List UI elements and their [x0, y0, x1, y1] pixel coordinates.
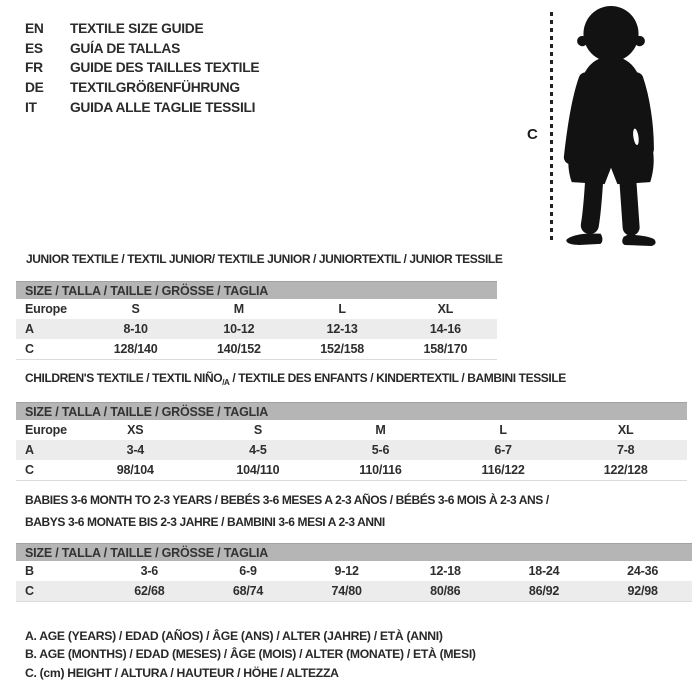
lang-title: GUIDE DES TAILLES TEXTILE	[70, 60, 260, 76]
lang-title: TEXTILGRÖßENFÜHRUNG	[70, 80, 240, 96]
children-title-post: / TEXTILE DES ENFANTS / KINDERTEXTIL / BAMBINI TESSILE	[229, 371, 566, 385]
lang-title: GUIDA ALLE TAGLIE TESSILI	[70, 99, 256, 115]
row-label: Europe	[25, 302, 67, 316]
cell: 6-9	[239, 564, 257, 578]
babies-title-line2: BABYS 3-6 MONATE BIS 2-3 JAHRE / BAMBINI 3-6 MESI A 2-3 ANNI	[25, 514, 385, 529]
lang-code: FR	[25, 60, 43, 76]
table-row	[16, 440, 687, 460]
cell: L	[499, 423, 507, 437]
row-label: Europe	[25, 423, 67, 437]
cell: 6-7	[442, 440, 565, 460]
cell: 8-10	[84, 319, 187, 339]
cell: XS	[127, 423, 144, 437]
cell: 9-12	[334, 564, 359, 578]
cell: 18-24	[528, 564, 560, 578]
lang-code: DE	[25, 80, 44, 96]
cell: 86/92	[495, 581, 594, 602]
cell: 104/110	[236, 463, 280, 477]
cell: 4-5	[197, 440, 320, 460]
size-header: SIZE / TALLA / TAILLE / GRÖSSE / TAGLIA	[16, 544, 692, 562]
row-label: C	[25, 463, 34, 477]
cell: 12-18	[429, 564, 461, 578]
cell: 62/68	[100, 581, 199, 602]
cell: 140/152	[216, 342, 261, 356]
cell: 92/98	[593, 581, 692, 602]
table-row	[16, 299, 497, 319]
cell: 110/116	[359, 463, 402, 477]
row-label: A	[16, 319, 84, 339]
junior-size-table	[16, 281, 497, 360]
size-header: SIZE / TALLA / TAILLE / GRÖSSE / TAGLIA	[16, 403, 687, 421]
children-size-table	[16, 402, 687, 481]
cell: 158/170	[423, 342, 468, 356]
lang-code: EN	[25, 21, 44, 36]
cell: 14-16	[394, 319, 497, 339]
note-line-a: A. AGE (YEARS) / EDAD (AÑOS) / ÂGE (ANS) / ALTER (JAHRE) / ETÀ (ANNI)	[25, 629, 443, 643]
table-row	[16, 581, 692, 602]
size-header: SIZE / TALLA / TAILLE / GRÖSSE / TAGLIA	[16, 282, 497, 300]
legend-notes	[25, 627, 476, 682]
cell: 68/74	[199, 581, 298, 602]
row-label: C	[16, 581, 100, 602]
children-title-sub: /A	[222, 378, 230, 387]
cell: L	[338, 302, 346, 316]
cell: XL	[437, 302, 454, 316]
cell: 10-12	[187, 319, 290, 339]
cell: M	[375, 423, 386, 437]
children-section-title	[25, 371, 566, 387]
lang-title: GUÍA DE TALLAS	[70, 40, 181, 56]
cell: 74/80	[297, 581, 396, 602]
cell: 7-8	[564, 440, 687, 460]
cell: 3-4	[74, 440, 197, 460]
table-row	[16, 420, 687, 440]
children-title-pre: CHILDREN'S TEXTILE / TEXTIL NIÑO	[25, 371, 223, 385]
junior-section-title: JUNIOR TEXTILE / TEXTIL JUNIOR/ TEXTILE JUNIOR / JUNIORTEXTIL / JUNIOR TESSILE	[26, 252, 503, 266]
row-label: A	[16, 440, 74, 460]
note-line-b: B. AGE (MONTHS) / EDAD (MESES) / ÂGE (MOIS) / ALTER (MONATE) / ETÀ (MESI)	[25, 647, 476, 662]
cell: M	[233, 302, 244, 316]
language-list	[25, 19, 259, 118]
babies-section-title	[25, 490, 549, 533]
babies-size-table	[16, 543, 692, 602]
cell: 98/104	[116, 463, 154, 477]
babies-title-line1: BABIES 3-6 MONTH TO 2-3 YEARS / BEBÉS 3-6 MESES A 2-3 AÑOS / BÉBÉS 3-6 MOIS À 2-3 ANS /	[25, 493, 549, 507]
row-label: B	[25, 564, 34, 578]
cell: 3-6	[140, 564, 159, 578]
table-row	[16, 460, 687, 481]
height-measure-label: C	[527, 126, 538, 143]
cell: S	[131, 302, 140, 316]
lang-code: ES	[25, 40, 43, 56]
note-line-c: C. (cm) HEIGHT / ALTURA / HAUTEUR / HÖHE / ALTEZZA	[25, 665, 339, 680]
cell: 5-6	[319, 440, 442, 460]
cell: S	[253, 423, 262, 437]
cell: 122/128	[603, 463, 648, 477]
row-label: C	[25, 342, 34, 356]
lang-title: TEXTILE SIZE GUIDE	[70, 21, 204, 36]
cell: 152/158	[320, 342, 365, 356]
baby-silhouette-icon	[558, 5, 664, 247]
cell: 80/86	[396, 581, 495, 602]
cell: 128/140	[113, 342, 158, 356]
cell: XL	[617, 423, 634, 437]
cell: 24-36	[627, 564, 659, 578]
table-row	[16, 319, 497, 339]
table-row	[16, 561, 692, 581]
lang-code: IT	[25, 99, 37, 115]
cell: 116/122	[481, 463, 525, 477]
cell: 12-13	[291, 319, 394, 339]
table-row	[16, 339, 497, 360]
height-dashed-line	[550, 12, 553, 244]
